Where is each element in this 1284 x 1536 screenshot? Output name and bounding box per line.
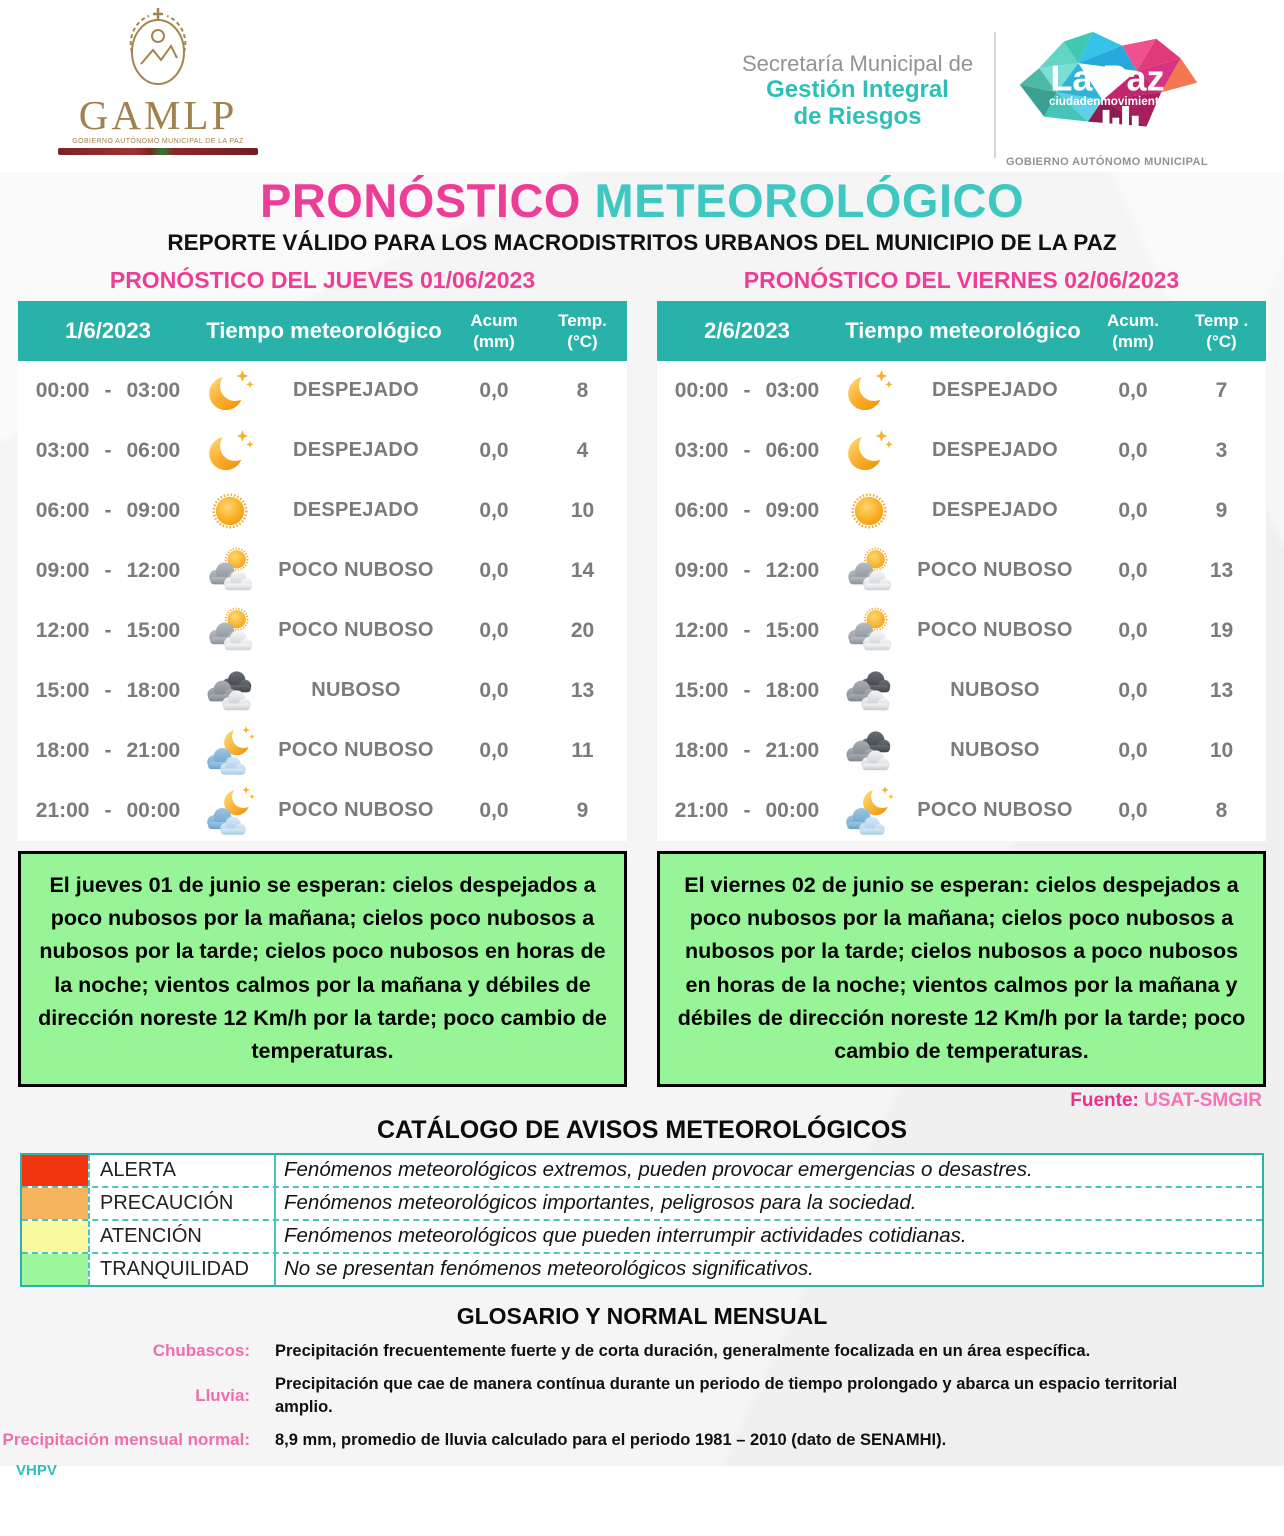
- time-separator: -: [743, 558, 751, 582]
- time-separator: -: [743, 438, 751, 462]
- time-to: 18:00: [765, 678, 820, 702]
- time-separator: -: [104, 618, 112, 642]
- condition-label: POCO NUBOSO: [917, 619, 1073, 642]
- page-title-part2: METEOROLÓGICO: [594, 174, 1025, 227]
- page-header: [0, 0, 1284, 172]
- time-range: [657, 499, 837, 523]
- time-range: [18, 499, 198, 523]
- condition-label: DESPEJADO: [931, 439, 1059, 462]
- temp-value: 4: [576, 438, 589, 462]
- condition-label: POCO NUBOSO: [278, 799, 434, 822]
- time-from: 03:00: [35, 438, 90, 462]
- forecast-row: [657, 361, 1266, 421]
- time-to: 06:00: [126, 438, 181, 462]
- time-separator: -: [743, 378, 751, 402]
- forecast-columns: [0, 256, 1284, 1087]
- glossary-term: Chubascos:: [152, 1341, 250, 1361]
- forecast-row: [657, 481, 1266, 541]
- acum-label: Acum.: [1107, 310, 1159, 330]
- time-range: [657, 619, 837, 643]
- time-from: 00:00: [35, 378, 90, 402]
- forecast-row: [18, 481, 627, 541]
- time-from: 09:00: [674, 558, 729, 582]
- column-header-temp: [1177, 310, 1266, 353]
- moon-stars-icon: [837, 366, 901, 416]
- time-to: 03:00: [126, 378, 181, 402]
- time-range: [18, 739, 198, 763]
- time-range: [18, 679, 198, 703]
- forecast-column-thursday: [18, 260, 627, 1087]
- temp-value: 10: [1209, 738, 1234, 762]
- forecast-row: [657, 781, 1266, 841]
- time-to: 06:00: [765, 438, 820, 462]
- forecast-row: [18, 661, 627, 721]
- time-to: 12:00: [765, 558, 820, 582]
- column-header-acum: [450, 310, 538, 353]
- time-to: 21:00: [765, 738, 820, 762]
- time-to: 15:00: [765, 618, 820, 642]
- gamlp-wordmark: GAMLP: [78, 92, 238, 138]
- condition-label: NUBOSO: [950, 739, 1040, 762]
- secretaria-block: [730, 52, 985, 130]
- temp-value: 8: [1215, 798, 1228, 822]
- forecast-table-header: [18, 301, 627, 361]
- time-range: [657, 739, 837, 763]
- temp-unit: (°C): [1206, 331, 1237, 351]
- temp-value: 20: [570, 618, 595, 642]
- glossary-term: Lluvia:: [195, 1385, 250, 1405]
- summary-box-thursday: El jueves 01 de junio se esperan: cielos despejados a poco nubosos por la mañana; cielos poco nubosos a nubosos por la tarde; cielos poco nubosos en horas de la noche; vientos calmos por la mañana y débiles de dirección noreste 12 Km/h por la tarde; poco cambio de temperaturas.: [18, 851, 627, 1087]
- time-separator: -: [104, 378, 112, 402]
- condition-label: POCO NUBOSO: [917, 799, 1073, 822]
- condition-label: DESPEJADO: [931, 499, 1059, 522]
- acum-value: 0,0: [1118, 678, 1148, 702]
- acum-unit: (mm): [473, 331, 515, 351]
- glossary-definition: Precipitación frecuentemente fuerte y de corta duración, generalmente focalizada en un área específica.: [275, 1341, 1091, 1360]
- page-title: [0, 172, 1284, 227]
- acum-value: 0,0: [1118, 738, 1148, 762]
- time-to: 00:00: [126, 798, 181, 822]
- time-range: [18, 619, 198, 643]
- time-to: 12:00: [126, 558, 181, 582]
- report-body: [0, 172, 1284, 1479]
- time-separator: -: [743, 738, 751, 762]
- secretaria-line1: Secretaría Municipal de: [741, 51, 974, 76]
- forecast-column-friday: [657, 260, 1266, 1087]
- forecast-row: [18, 721, 627, 781]
- acum-value: 0,0: [1118, 438, 1148, 462]
- severity-color-swatch: [22, 1254, 88, 1285]
- glossary-entry: [0, 1429, 1284, 1452]
- time-range: [657, 439, 837, 463]
- forecast-row: [657, 421, 1266, 481]
- source-value: USAT-SMGIR: [1144, 1089, 1262, 1111]
- time-range: [18, 379, 198, 403]
- time-from: 03:00: [674, 438, 729, 462]
- temp-value: 3: [1215, 438, 1228, 462]
- dark-clouds-icon: [837, 726, 901, 776]
- gamlp-caption: GOBIERNO AUTÓNOMO MUNICIPAL DE LA PAZ: [72, 138, 244, 145]
- time-from: 12:00: [35, 618, 90, 642]
- sun-cloud-icon: [837, 606, 901, 656]
- moon-stars-icon: [837, 426, 901, 476]
- time-to: 09:00: [765, 498, 820, 522]
- lapaz-tagline: ciudadenmovimiento: [1049, 95, 1166, 109]
- severity-description: No se presentan fenómenos meteorológicos significativos.: [284, 1257, 814, 1281]
- acum-value: 0,0: [479, 798, 509, 822]
- condition-label: NUBOSO: [311, 679, 401, 702]
- time-from: 21:00: [35, 798, 90, 822]
- time-range: [657, 559, 837, 583]
- temp-value: 9: [576, 798, 589, 822]
- condition-label: NUBOSO: [950, 679, 1040, 702]
- glossary-definition: 8,9 mm, promedio de lluvia calculado para el periodo 1981 – 2010 (dato de SENAMHI).: [275, 1430, 947, 1449]
- temp-value: 11: [571, 738, 594, 762]
- dark-clouds-icon: [837, 666, 901, 716]
- column-header-acum: [1089, 310, 1177, 353]
- column-header-date: 1/6/2023: [65, 317, 151, 343]
- temp-value: 13: [1209, 678, 1234, 702]
- glossary-definition: Precipitación que cae de manera contínua durante un periodo de tiempo prolongado y abarca un espacio territorial amplio.: [275, 1374, 1178, 1416]
- severity-description: Fenómenos meteorológicos extremos, pueden provocar emergencias o desastres.: [284, 1158, 1033, 1182]
- acum-value: 0,0: [479, 618, 509, 642]
- acum-value: 0,0: [479, 498, 509, 522]
- condition-label: POCO NUBOSO: [278, 559, 434, 582]
- section-title-friday: PRONÓSTICO DEL VIERNES 02/06/2023: [743, 266, 1180, 293]
- sun-cloud-icon: [198, 546, 262, 596]
- header-divider: [994, 32, 996, 158]
- column-header-date: 2/6/2023: [704, 317, 790, 343]
- time-range: [657, 799, 837, 823]
- acum-value: 0,0: [1118, 798, 1148, 822]
- severity-level-label: ATENCIÓN: [88, 1221, 276, 1252]
- time-separator: -: [743, 618, 751, 642]
- acum-value: 0,0: [479, 678, 509, 702]
- forecast-row: [18, 781, 627, 841]
- acum-unit: (mm): [1112, 331, 1154, 351]
- severity-color-swatch: [22, 1188, 88, 1219]
- column-header-weather: Tiempo meteorológico: [206, 317, 442, 343]
- condition-label: POCO NUBOSO: [917, 559, 1073, 582]
- time-separator: -: [104, 498, 112, 522]
- forecast-table-header: [657, 301, 1266, 361]
- forecast-row: [657, 661, 1266, 721]
- time-to: 00:00: [765, 798, 820, 822]
- glossary-term: Precipitación mensual normal:: [2, 1430, 250, 1450]
- severity-color-swatch: [22, 1155, 88, 1186]
- forecast-rows-thursday: [18, 361, 627, 841]
- temp-value: 10: [570, 498, 595, 522]
- column-header-weather: Tiempo meteorológico: [845, 317, 1081, 343]
- time-to: 03:00: [765, 378, 820, 402]
- catalog-row: [22, 1219, 1262, 1252]
- time-separator: -: [104, 738, 112, 762]
- time-range: [18, 559, 198, 583]
- lapaz-wordmark: La Paz: [1050, 57, 1165, 99]
- time-to: 15:00: [126, 618, 181, 642]
- forecast-row: [657, 541, 1266, 601]
- temp-value: 14: [570, 558, 595, 582]
- acum-value: 0,0: [479, 738, 509, 762]
- catalog-title: CATÁLOGO DE AVISOS METEOROLÓGICOS: [376, 1115, 908, 1144]
- sun-cloud-icon: [198, 606, 262, 656]
- time-range: [657, 679, 837, 703]
- severity-description: Fenómenos meteorológicos importantes, peligrosos para la sociedad.: [284, 1191, 917, 1215]
- forecast-row: [18, 361, 627, 421]
- glossary-list: [0, 1340, 1284, 1452]
- temp-label: Temp .: [1194, 310, 1249, 330]
- acum-value: 0,0: [479, 558, 509, 582]
- temp-value: 9: [1215, 498, 1228, 522]
- time-to: 21:00: [126, 738, 181, 762]
- condition-label: DESPEJADO: [292, 379, 420, 402]
- severity-color-swatch: [22, 1221, 88, 1252]
- temp-value: 13: [1209, 558, 1234, 582]
- moon-cloud-icon: [198, 784, 262, 838]
- moon-stars-icon: [198, 426, 262, 476]
- severity-level-label: TRANQUILIDAD: [88, 1254, 276, 1285]
- condition-label: DESPEJADO: [292, 439, 420, 462]
- time-separator: -: [104, 558, 112, 582]
- secretaria-line3: de Riesgos: [793, 102, 922, 130]
- time-from: 06:00: [674, 498, 729, 522]
- severity-level-label: ALERTA: [88, 1155, 276, 1186]
- source-line: [0, 1087, 1284, 1112]
- temp-value: 8: [576, 378, 589, 402]
- time-from: 15:00: [674, 678, 729, 702]
- section-title-thursday: PRONÓSTICO DEL JUEVES 01/06/2023: [109, 266, 536, 293]
- time-from: 12:00: [674, 618, 729, 642]
- time-separator: -: [743, 798, 751, 822]
- time-separator: -: [743, 498, 751, 522]
- acum-value: 0,0: [1118, 618, 1148, 642]
- page-subtitle: REPORTE VÁLIDO PARA LOS MACRODISTRITOS URBANOS DEL MUNICIPIO DE LA PAZ: [167, 229, 1117, 255]
- catalog-table: [20, 1153, 1264, 1287]
- time-range: [657, 379, 837, 403]
- column-header-temp: [538, 310, 627, 353]
- time-from: 18:00: [674, 738, 729, 762]
- forecast-rows-friday: [657, 361, 1266, 841]
- forecast-row: [18, 601, 627, 661]
- time-from: 21:00: [674, 798, 729, 822]
- temp-label: Temp.: [558, 310, 607, 330]
- temp-value: 7: [1215, 378, 1228, 402]
- severity-level-label: PRECAUCIÓN: [88, 1188, 276, 1219]
- gamlp-crest-icon: [58, 6, 258, 95]
- sun-icon: [198, 486, 262, 536]
- temp-value: 19: [1209, 618, 1234, 642]
- acum-value: 0,0: [1118, 558, 1148, 582]
- forecast-row: [18, 541, 627, 601]
- time-separator: -: [104, 678, 112, 702]
- temp-unit: (°C): [567, 331, 598, 351]
- gamlp-ribbon: [58, 148, 258, 155]
- severity-description: Fenómenos meteorológicos que pueden interrumpir actividades cotidianas.: [284, 1224, 967, 1248]
- time-to: 18:00: [126, 678, 181, 702]
- forecast-row: [657, 601, 1266, 661]
- forecast-row: [18, 421, 627, 481]
- acum-value: 0,0: [1118, 378, 1148, 402]
- page-title-part1: PRONÓSTICO: [259, 174, 581, 227]
- gamlp-logo: [58, 6, 258, 155]
- condition-label: POCO NUBOSO: [278, 739, 434, 762]
- time-to: 09:00: [126, 498, 181, 522]
- moon-cloud-icon: [198, 724, 262, 778]
- acum-value: 0,0: [1118, 498, 1148, 522]
- time-from: 00:00: [674, 378, 729, 402]
- glossary-entry: [0, 1340, 1284, 1363]
- condition-label: POCO NUBOSO: [278, 619, 434, 642]
- forecast-row: [657, 721, 1266, 781]
- temp-value: 13: [570, 678, 595, 702]
- time-from: 06:00: [35, 498, 90, 522]
- glossary-title: GLOSARIO Y NORMAL MENSUAL: [456, 1302, 828, 1329]
- time-from: 18:00: [35, 738, 90, 762]
- time-from: 15:00: [35, 678, 90, 702]
- summary-box-friday: El viernes 02 de junio se esperan: cielos despejados a poco nubosos por la mañana; cielos poco nubosos a nubosos por la tarde; cielos nubosos a poco nubosos en horas de la noche; vientos calmos por la mañana y débiles de dirección noreste 12 Km/h por la tarde; poco cambio de temperaturas.: [657, 851, 1266, 1087]
- time-range: [18, 439, 198, 463]
- lapaz-caption: GOBIERNO AUTÓNOMO MUNICIPAL: [1005, 156, 1209, 168]
- sun-cloud-icon: [837, 546, 901, 596]
- acum-value: 0,0: [479, 438, 509, 462]
- sun-icon: [837, 486, 901, 536]
- source-label: Fuente:: [1070, 1089, 1139, 1111]
- time-separator: -: [104, 438, 112, 462]
- catalog-row: [22, 1155, 1262, 1186]
- catalog-row: [22, 1252, 1262, 1285]
- catalog-row: [22, 1186, 1262, 1219]
- condition-label: DESPEJADO: [292, 499, 420, 522]
- dark-clouds-icon: [198, 666, 262, 716]
- acum-label: Acum: [470, 310, 518, 330]
- glossary-entry: [0, 1373, 1284, 1419]
- time-separator: -: [743, 678, 751, 702]
- secretaria-line2: Gestión Integral: [766, 75, 949, 103]
- time-separator: -: [104, 798, 112, 822]
- time-range: [18, 799, 198, 823]
- moon-stars-icon: [198, 366, 262, 416]
- lapaz-logo: [1010, 26, 1205, 148]
- acum-value: 0,0: [479, 378, 509, 402]
- condition-label: DESPEJADO: [931, 379, 1059, 402]
- time-from: 09:00: [35, 558, 90, 582]
- moon-cloud-icon: [837, 784, 901, 838]
- author-initials: VHPV: [16, 1462, 57, 1479]
